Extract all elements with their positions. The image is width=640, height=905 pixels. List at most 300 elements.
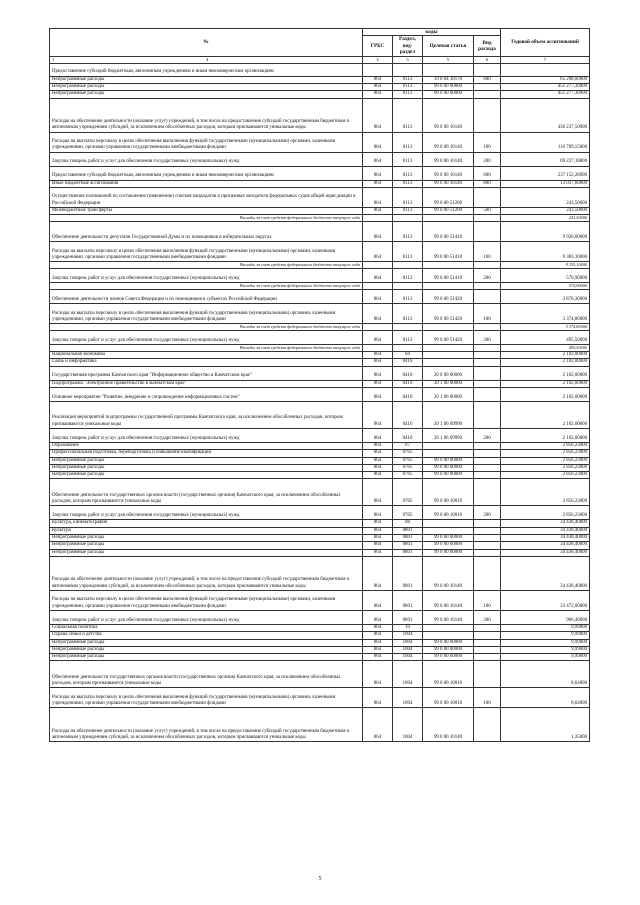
cell-name: Культура, кинематография [50, 520, 363, 527]
cell-razdel: 1004 [393, 646, 423, 653]
cell-target-article: 99 0 00 51410 [423, 242, 474, 262]
note-text: Расходы за счет средств федерального бюджета текущего года [50, 262, 363, 269]
cell-razdel: 1004 [393, 654, 423, 661]
header-razdel: Раздел, под-раздел [393, 36, 423, 56]
cell-grbs: 864 [363, 654, 393, 661]
cell-grbs: 864 [363, 402, 393, 429]
cell-name: Социальная политика [50, 624, 363, 631]
cell-name: Расходы на выплаты персоналу в целях обеспечения выполнения функций государственными (муниципальными) органами, казенными учреждениями, органами управления государственными внебюджетными фондами [50, 688, 363, 708]
cell-expense-type: 600 [474, 76, 501, 83]
cell-amount: 9,99000 [501, 632, 590, 639]
cell-amount: 495,50000 [501, 331, 590, 345]
cell-amount: 2 102,00000 [501, 380, 590, 387]
cell-name: Непрограммные расходы [50, 83, 363, 90]
cell-expense-type [474, 464, 501, 471]
cell-target-article: 99 0 00 10140 [423, 590, 474, 610]
cell-name: Государственная программа Камчатского края "Информационное общество в Камчатском крае" [50, 366, 363, 380]
table-row [50, 542, 590, 549]
cell-target-article [423, 443, 474, 450]
cell-target-article: 99 0 00 00000 [423, 464, 474, 471]
cell-expense-type [474, 352, 501, 359]
cell-expense-type [474, 187, 501, 207]
cell-target-article: 99 0 00 10140 [423, 556, 474, 590]
table-row [50, 639, 590, 646]
colnum: 6 [474, 56, 501, 63]
cell-expense-type: 100 [474, 304, 501, 324]
table-row [50, 654, 590, 661]
table-row [50, 91, 590, 98]
table-row [50, 624, 590, 631]
empty-cell [363, 262, 393, 269]
cell-razdel: 0410 [393, 429, 423, 443]
cell-razdel: 0113 [393, 98, 423, 132]
cell-razdel: 1004 [393, 708, 423, 742]
cell-target-article [423, 527, 474, 534]
cell-expense-type [474, 556, 501, 590]
cell-name: Закупка товаров, работ и услуг для обеспечения государственных (муниципальных) нужд [50, 429, 363, 443]
cell-amount: 2 856,23000 [501, 443, 590, 450]
cell-amount: 9,99000 [501, 654, 590, 661]
cell-amount: 2 102,00000 [501, 366, 590, 380]
cell-name: Расходы на выплаты персоналу в целях обеспечения выполнения функций государственными (муниципальными) органами, казенными учреждениями, органами управления государственными внебюджетными фондами [50, 590, 363, 610]
cell-amount: 8,64000 [501, 661, 590, 688]
cell-amount: 2 856,23000 [501, 450, 590, 457]
cell-name: Закупка товаров, работ и услуг для обеспечения государственных (муниципальных) нужд [50, 152, 363, 166]
cell-grbs: 864 [363, 207, 393, 214]
cell-expense-type [474, 661, 501, 688]
cell-target-article: 99 0 00 51200 [423, 207, 474, 214]
cell-name: Обеспечение деятельности депутатов Государственной Думы и их помощников в избирательных округах [50, 222, 363, 242]
cell-expense-type: 200 [474, 152, 501, 166]
column-number-row [50, 56, 590, 63]
cell-expense-type [474, 83, 501, 90]
cell-name: Закупка товаров, работ и услуг для обеспечения государственных (муниципальных) нужд [50, 506, 363, 520]
cell-grbs: 864 [363, 132, 393, 152]
cell-razdel: 0705 [393, 464, 423, 471]
cell-expense-type: 800 [474, 180, 501, 187]
cell-name: Предоставление субсидий бюджетным, автономным учреждениям и иным некоммерческим организациям [50, 63, 363, 76]
cell-grbs: 864 [363, 632, 393, 639]
header-codes: коды [363, 29, 501, 36]
cell-target-article: 99 0 00 00000 [423, 542, 474, 549]
table-row [50, 520, 590, 527]
cell-razdel: 10 [393, 624, 423, 631]
cell-amount: 570,90000 [501, 269, 590, 283]
cell-grbs: 864 [363, 180, 393, 187]
table-row [50, 402, 590, 429]
table-row [50, 708, 590, 742]
empty-cell [474, 324, 501, 331]
cell-name: Непрограммные расходы [50, 464, 363, 471]
cell-razdel: 0113 [393, 180, 423, 187]
cell-amount: 2 856,23000 [501, 472, 590, 479]
table-row [50, 556, 590, 590]
cell-razdel: 0410 [393, 388, 423, 402]
cell-amount: 116 709,15000 [501, 132, 590, 152]
cell-amount: 3 870,30000 [501, 290, 590, 304]
cell-target-article: 99 0 00 10140 [423, 180, 474, 187]
cell-name: Основное мероприятие "Развитие, внедрение и сопровождение информационных систем" [50, 388, 363, 402]
cell-razdel: 0410 [393, 402, 423, 429]
cell-grbs: 864 [363, 457, 393, 464]
cell-grbs: 864 [363, 590, 393, 610]
cell-amount: 436 237,50900 [501, 98, 590, 132]
cell-expense-type [474, 290, 501, 304]
cell-amount: 1,35000 [501, 708, 590, 742]
cell-target-article: 99 0 00 00000 [423, 654, 474, 661]
cell-amount: 34 438,40000 [501, 556, 590, 590]
cell-amount: 9,99000 [501, 624, 590, 631]
cell-expense-type [474, 359, 501, 366]
cell-target-article: 99 0 00 00000 [423, 549, 474, 556]
cell-grbs [363, 63, 393, 76]
cell-grbs: 864 [363, 506, 393, 520]
cell-razdel: 0113 [393, 331, 423, 345]
cell-razdel: 1004 [393, 632, 423, 639]
cell-target-article: 99 0 00 10010 [423, 479, 474, 506]
cell-name: Расходы на обеспечение деятельности (оказание услуг) учреждений, в том числе на предоставление субсидий государственным бюджетным и автономным учреждениям субсидий, за исключением обособленных расходов, которым присваиваются уникальные коды [50, 556, 363, 590]
cell-name: Расходы на выплаты персоналу в целях обеспечения выполнения функций государственными (муниципальными) органами, казенными учреждениями, органами управления государственными внебюджетными фондами [50, 304, 363, 324]
table-body [50, 63, 590, 742]
cell-amount: 9 383,10000 [501, 242, 590, 262]
cell-expense-type [474, 450, 501, 457]
cell-expense-type: 200 [474, 331, 501, 345]
cell-grbs: 864 [363, 222, 393, 242]
cell-grbs: 864 [363, 624, 393, 631]
header-vr: Вид расхода [474, 36, 501, 56]
cell-amount: 34 438,40000 [501, 542, 590, 549]
cell-razdel: 0113 [393, 187, 423, 207]
table-row [50, 388, 590, 402]
cell-amount: 69 227,18800 [501, 152, 590, 166]
cell-expense-type [474, 222, 501, 242]
cell-amount: 8,64000 [501, 688, 590, 708]
cell-target-article [423, 520, 474, 527]
cell-grbs: 864 [363, 429, 393, 443]
cell-grbs: 864 [363, 479, 393, 506]
note-text: Расходы за счет средств федерального бюджета текущего года [50, 215, 363, 222]
table-row [50, 479, 590, 506]
empty-cell [474, 262, 501, 269]
table-row [50, 443, 590, 450]
note-text: Расходы за счет средств федерального бюджета текущего года [50, 324, 363, 331]
cell-razdel: 0410 [393, 359, 423, 366]
cell-amount: 65 298,00000 [501, 76, 590, 83]
cell-grbs: 864 [363, 166, 393, 180]
cell-target-article: 99 0 00 51410 [423, 269, 474, 283]
table-row [50, 63, 590, 76]
empty-cell [363, 215, 393, 222]
cell-expense-type [474, 520, 501, 527]
cell-grbs: 864 [363, 520, 393, 527]
cell-amount: 2 102,00000 [501, 359, 590, 366]
cell-expense-type: 200 [474, 429, 501, 443]
cell-grbs: 864 [363, 542, 393, 549]
cell-amount [501, 63, 590, 76]
empty-cell [393, 262, 423, 269]
cell-expense-type [474, 91, 501, 98]
table-row [50, 207, 590, 214]
empty-cell [363, 283, 393, 290]
cell-razdel: 0113 [393, 152, 423, 166]
table-row [50, 464, 590, 471]
empty-cell [393, 345, 423, 352]
cell-name: Осуществление полномочий по составлению (изменению) списков кандидатов в присяжные заседатели федеральных судов общей юрисдикции в Российской Федерации [50, 187, 363, 207]
cell-target-article: 19 0 04 10170 [423, 76, 474, 83]
cell-expense-type [474, 402, 501, 429]
cell-razdel: 0410 [393, 380, 423, 387]
cell-name: Непрограммные расходы [50, 542, 363, 549]
cell-target-article: 99 0 00 10140 [423, 152, 474, 166]
cell-expense-type: 500 [474, 207, 501, 214]
cell-target-article [423, 63, 474, 76]
table-note-row [50, 324, 590, 331]
cell-amount: 2 856,23000 [501, 464, 590, 471]
cell-amount: 33 472,00000 [501, 590, 590, 610]
cell-razdel: 0113 [393, 222, 423, 242]
empty-cell [363, 345, 393, 352]
page-number: 5 [318, 876, 322, 882]
cell-name: Непрограммные расходы [50, 639, 363, 646]
cell-target-article: 99 0 00 00000 [423, 639, 474, 646]
table-row [50, 688, 590, 708]
cell-grbs: 864 [363, 242, 393, 262]
cell-name: Расходы на выплаты персоналу в целях обеспечения выполнения функций государственными (муниципальными) органами, казенными учреждениями, органами управления государственными внебюджетными фондами [50, 132, 363, 152]
cell-grbs: 864 [363, 688, 393, 708]
table-row [50, 472, 590, 479]
cell-name: Непрограммные расходы [50, 472, 363, 479]
empty-cell [423, 324, 474, 331]
cell-grbs: 864 [363, 187, 393, 207]
cell-amount: 2 102,00000 [501, 352, 590, 359]
cell-expense-type: 200 [474, 610, 501, 624]
cell-grbs: 864 [363, 535, 393, 542]
table-row [50, 535, 590, 542]
table-row [50, 549, 590, 556]
cell-razdel: 0113 [393, 269, 423, 283]
cell-razdel: 0801 [393, 610, 423, 624]
cell-expense-type: 200 [474, 269, 501, 283]
cell-razdel: 0113 [393, 207, 423, 214]
cell-grbs: 864 [363, 556, 393, 590]
colnum: 5 [423, 56, 474, 63]
colnum: 7 [501, 56, 590, 63]
cell-expense-type [474, 527, 501, 534]
table-row [50, 450, 590, 457]
empty-cell [423, 283, 474, 290]
cell-name: Иные бюджетные ассигнования [50, 180, 363, 187]
note-sum: 495,50000 [501, 345, 590, 352]
table-row [50, 187, 590, 207]
cell-target-article: 99 0 00 10140 [423, 610, 474, 624]
cell-target-article [423, 632, 474, 639]
header-sum: Годовой объем ассигнований [501, 29, 590, 57]
budget-table [49, 28, 590, 742]
cell-razdel: 0705 [393, 457, 423, 464]
cell-razdel: 0113 [393, 132, 423, 152]
table-note-row [50, 215, 590, 222]
cell-grbs: 864 [363, 443, 393, 450]
empty-cell [474, 283, 501, 290]
cell-target-article: 20 1 06 09990 [423, 402, 474, 429]
table-note-row [50, 345, 590, 352]
cell-razdel: 0113 [393, 166, 423, 180]
document-page [49, 28, 589, 742]
cell-razdel: 0801 [393, 549, 423, 556]
empty-cell [474, 215, 501, 222]
cell-grbs: 864 [363, 639, 393, 646]
cell-grbs: 864 [363, 527, 393, 534]
empty-cell [474, 345, 501, 352]
cell-razdel: 1004 [393, 688, 423, 708]
cell-expense-type [474, 472, 501, 479]
cell-grbs: 864 [363, 290, 393, 304]
cell-razdel: 0801 [393, 542, 423, 549]
cell-grbs: 864 [363, 359, 393, 366]
cell-target-article [423, 450, 474, 457]
cell-amount: 237 152,28900 [501, 166, 590, 180]
cell-grbs: 864 [363, 152, 393, 166]
table-row [50, 152, 590, 166]
cell-name: Реализация мероприятий подпрограммы государственной программы Камчатского края, за исключением обособленных расходов, которым присваиваются уникальные коды [50, 402, 363, 429]
cell-expense-type: 100 [474, 590, 501, 610]
empty-cell [423, 215, 474, 222]
cell-target-article: 99 0 00 10140 [423, 708, 474, 742]
empty-cell [393, 215, 423, 222]
cell-amount: 2 856,23000 [501, 479, 590, 506]
cell-razdel: 0705 [393, 506, 423, 520]
cell-razdel: 1004 [393, 661, 423, 688]
table-row [50, 242, 590, 262]
table-row [50, 527, 590, 534]
cell-expense-type [474, 654, 501, 661]
cell-razdel: 1004 [393, 639, 423, 646]
cell-expense-type [474, 708, 501, 742]
cell-expense-type [474, 366, 501, 380]
cell-expense-type: 100 [474, 132, 501, 152]
cell-razdel: 0801 [393, 535, 423, 542]
cell-amount: 2 856,23000 [501, 457, 590, 464]
cell-target-article: 20 1 06 00000 [423, 388, 474, 402]
cell-target-article: 99 0 00 51420 [423, 304, 474, 324]
cell-name: Обеспечение деятельности государственных органов власти (государственных органов) Камчатского края, за исключением обособленных расходов, которым присваиваются уникальные коды [50, 661, 363, 688]
cell-target-article: 99 0 00 10140 [423, 132, 474, 152]
cell-expense-type [474, 542, 501, 549]
cell-razdel: 07 [393, 443, 423, 450]
cell-expense-type [474, 549, 501, 556]
cell-name: Профессиональная подготовка, переподготовка и повышение квалификации [50, 450, 363, 457]
cell-name: Охрана семьи и детства [50, 632, 363, 639]
cell-name: Непрограммные расходы [50, 76, 363, 83]
cell-expense-type: 600 [474, 166, 501, 180]
table-row [50, 290, 590, 304]
colnum: 2 [363, 56, 393, 63]
cell-razdel: 0801 [393, 527, 423, 534]
cell-amount: 13 037,60000 [501, 180, 590, 187]
note-text: Расходы за счет средств федерального бюджета текущего года [50, 345, 363, 352]
cell-target-article: 99 0 00 00000 [423, 646, 474, 653]
cell-target-article [423, 359, 474, 366]
cell-target-article: 99 0 00 00000 [423, 83, 474, 90]
cell-expense-type: 200 [474, 506, 501, 520]
cell-grbs: 864 [363, 331, 393, 345]
cell-razdel: 0801 [393, 556, 423, 590]
table-row [50, 646, 590, 653]
table-row [50, 352, 590, 359]
cell-razdel: 0801 [393, 590, 423, 610]
note-text: Расходы за счет средств федерального бюджета текущего года [50, 283, 363, 290]
cell-grbs: 864 [363, 380, 393, 387]
cell-name: Межбюджетные трансферты [50, 207, 363, 214]
note-sum: 3 374,80000 [501, 324, 590, 331]
cell-grbs: 864 [363, 98, 393, 132]
cell-target-article: 99 0 00 51200 [423, 187, 474, 207]
cell-razdel: 0705 [393, 479, 423, 506]
cell-grbs: 864 [363, 450, 393, 457]
table-row [50, 304, 590, 324]
table-row [50, 166, 590, 180]
empty-cell [423, 262, 474, 269]
cell-amount: 2 102,00000 [501, 388, 590, 402]
cell-amount: 34 438,40000 [501, 527, 590, 534]
table-row [50, 98, 590, 132]
cell-amount: 34 438,40000 [501, 535, 590, 542]
table-row [50, 661, 590, 688]
cell-expense-type [474, 535, 501, 542]
cell-amount: 34 438,40000 [501, 520, 590, 527]
cell-expense-type [474, 632, 501, 639]
table-row [50, 590, 590, 610]
cell-amount: 3 374,80000 [501, 304, 590, 324]
cell-name: Закупка товаров, работ и услуг для обеспечения государственных (муниципальных) нужд [50, 610, 363, 624]
cell-name: Непрограммные расходы [50, 654, 363, 661]
empty-cell [393, 283, 423, 290]
cell-target-article: 99 0 00 10010 [423, 506, 474, 520]
cell-razdel: 0113 [393, 76, 423, 83]
colnum: 1 4 [50, 56, 363, 63]
cell-target-article: 20 1 00 00000 [423, 380, 474, 387]
cell-razdel [393, 63, 423, 76]
table-row [50, 269, 590, 283]
cell-name: Подпрограмма "Электронное правительство в Камчатском крае" [50, 380, 363, 387]
cell-target-article: 20 1 06 09990 [423, 429, 474, 443]
table-note-row [50, 283, 590, 290]
cell-amount: 451 277,30900 [501, 83, 590, 90]
cell-expense-type [474, 479, 501, 506]
cell-target-article: 20 0 00 00000 [423, 366, 474, 380]
cell-name: Связь и информатика [50, 359, 363, 366]
cell-name: Непрограммные расходы [50, 535, 363, 542]
table-row [50, 76, 590, 83]
cell-expense-type [474, 98, 501, 132]
cell-amount: 2 102,00000 [501, 429, 590, 443]
colnum: 3 [393, 56, 423, 63]
table-row [50, 331, 590, 345]
empty-cell [393, 324, 423, 331]
cell-razdel: 0113 [393, 242, 423, 262]
table-row [50, 180, 590, 187]
table-row [50, 429, 590, 443]
cell-razdel: 04 [393, 352, 423, 359]
cell-razdel: 0113 [393, 290, 423, 304]
table-row [50, 366, 590, 380]
table-row [50, 632, 590, 639]
cell-expense-type [474, 624, 501, 631]
cell-name: Непрограммные расходы [50, 646, 363, 653]
cell-amount: 2 102,00000 [501, 402, 590, 429]
cell-name: Непрограммные расходы [50, 457, 363, 464]
note-sum: 9 355,10000 [501, 262, 590, 269]
